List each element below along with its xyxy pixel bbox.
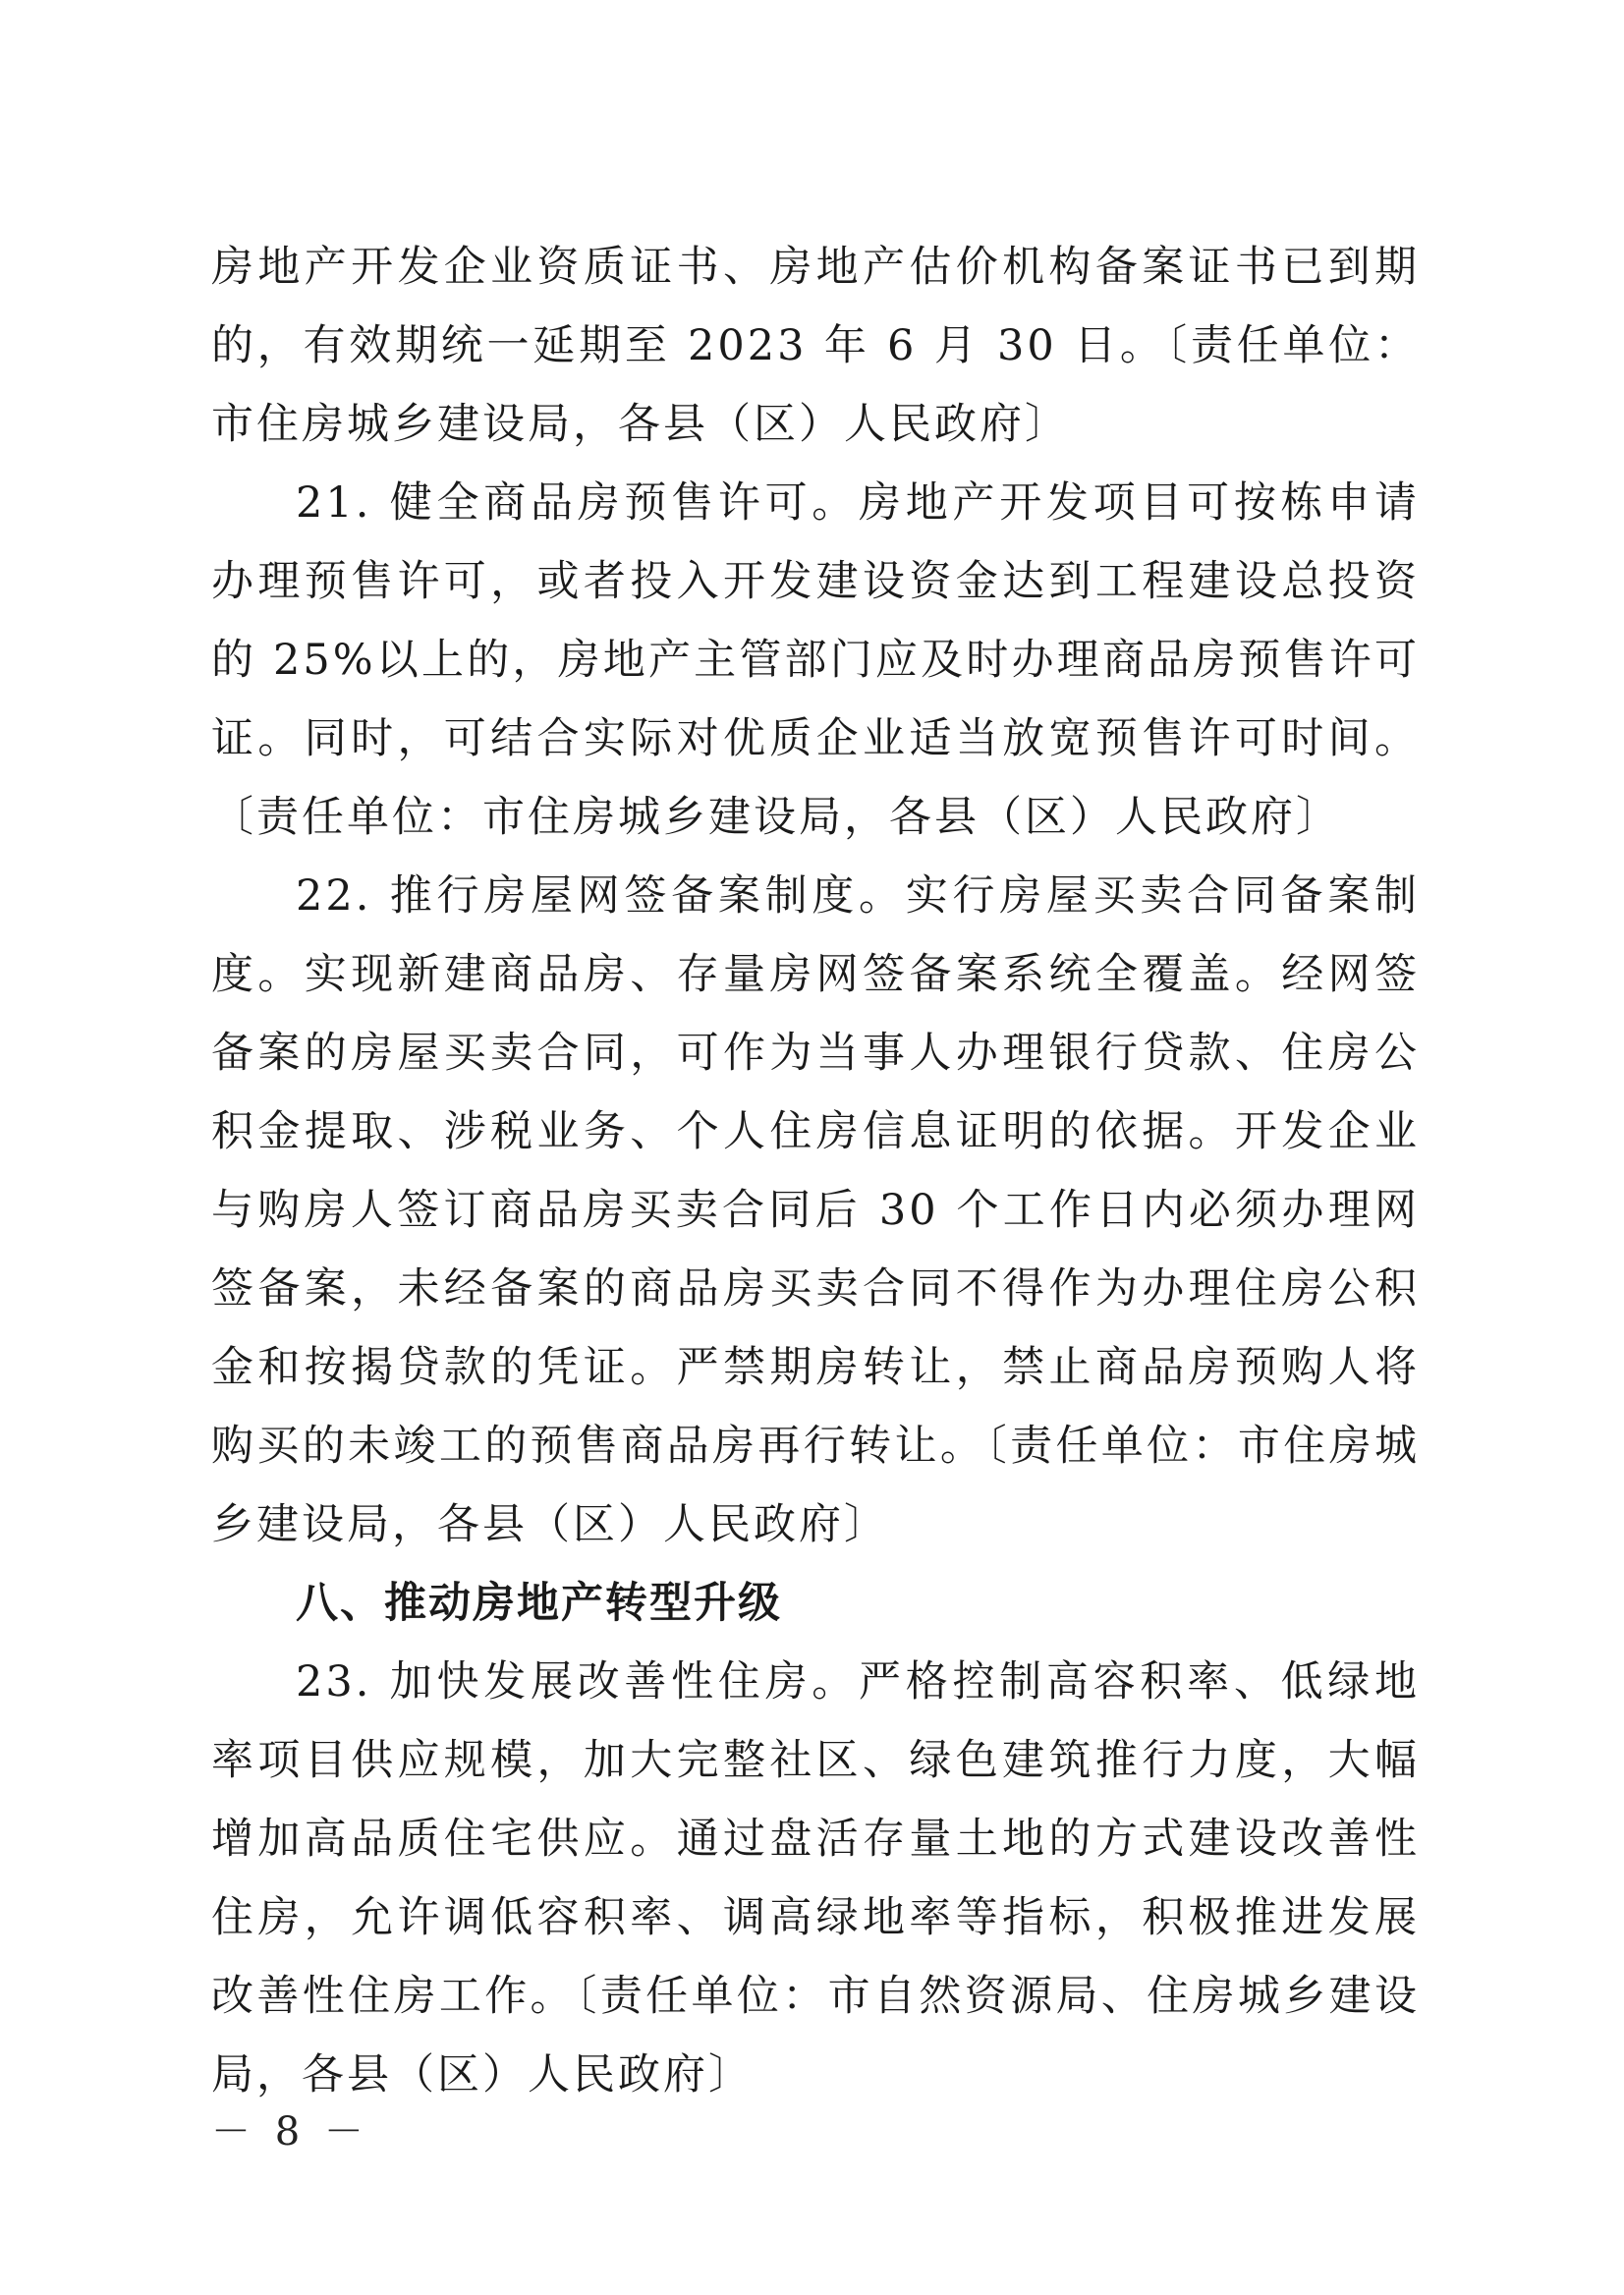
body-text bbox=[211, 228, 1420, 2114]
page-number: － 8 － bbox=[211, 2109, 369, 2155]
paragraph-22: 22. 推行房屋网签备案制度。实行房屋买卖合同备案制度。实现新建商品房、存量房网签备案系统全覆盖。经网签备案的房屋买卖合同，可作为当事人办理银行贷款、住房公积金提取、涉税业务、个人住房信息证明的依据。开发企业与购房人签订商品房买卖合同后 30 个工作日内必须办理网签备案，未经备案的商品房买卖合同不得作为办理住房公积金和按揭贷款的凭证。严禁期房转让，禁止商品房预购人将购买的未竣工的预售商品房再行转让。〔责任单位：市住房城乡建设局，各县（区）人民政府〕 bbox=[211, 871, 1420, 1549]
section-heading: 八、推动房地产转型升级 bbox=[296, 1579, 782, 1628]
paragraph-23: 23. 加快发展改善性住房。严格控制高容积率、低绿地率项目供应规模，加大完整社区、绿色建筑推行力度，大幅增加高品质住宅供应。通过盘活存量土地的方式建设改善性住房，允许调低容积率、调高绿地率等指标，积极推进发展改善性住房工作。〔责任单位：市自然资源局、住房城乡建设局，各县（区）人民政府〕 bbox=[211, 1657, 1420, 2099]
paragraph-continuation: 房地产开发企业资质证书、房地产估价机构备案证书已到期的，有效期统一延期至 2023 年 6 月 30 日。〔责任单位：市住房城乡建设局，各县（区）人民政府〕 bbox=[211, 243, 1420, 449]
paragraph-21: 21. 健全商品房预售许可。房地产开发项目可按栋申请办理预售许可，或者投入开发建设资金达到工程建设总投资的 25%以上的，房地产主管部门应及时办理商品房预售许可证。同时，可结合实际对优质企业适当放宽预售许可时间。〔责任单位：市住房城乡建设局，各县（区）人民政府〕 bbox=[211, 478, 1420, 842]
